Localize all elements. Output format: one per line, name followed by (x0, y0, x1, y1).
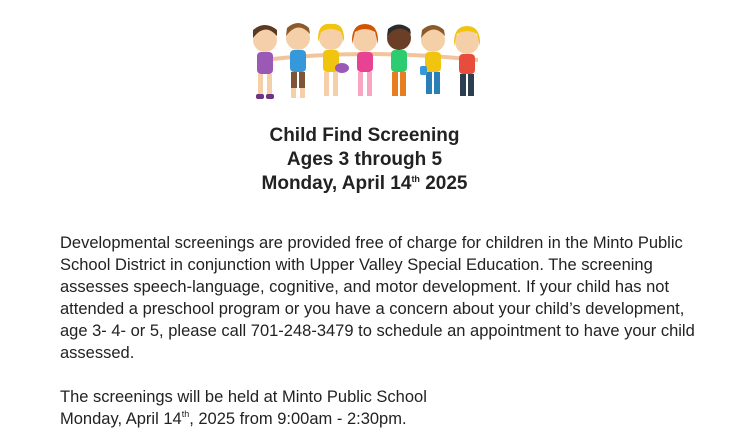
child-figure (286, 23, 310, 98)
time-day: Monday, April 14 (60, 410, 182, 428)
children-holding-hands-icon (243, 18, 493, 108)
page-title: Child Find Screening (269, 125, 460, 146)
flyer-body (60, 232, 700, 430)
flyer-heading (0, 124, 729, 196)
event-date (0, 172, 729, 196)
time-ordinal: th (181, 409, 190, 419)
child-figure (387, 25, 411, 97)
event-date-ordinal: th (411, 174, 420, 184)
location-line: The screenings will be held at Minto Public School (60, 388, 427, 406)
age-range: Ages 3 through 5 (286, 149, 443, 170)
event-date-year: 2025 (419, 173, 468, 194)
event-date-day: Monday, April 14 (261, 173, 412, 194)
child-figure (420, 25, 445, 94)
child-figure (318, 24, 349, 96)
time-rest: , 2025 from 9:00am - 2:30pm. (189, 410, 407, 428)
child-figure (352, 24, 378, 96)
time-line (60, 408, 700, 430)
description-paragraph: Developmental screenings are provided free of charge for children in the Minto Public School District in conjunction with Upper Valley Special Education. The screening assesses speech-language, cognitive, and motor development. If your child has not attended a preschool program or you have a concern about your child’s development, age 3- 4- or 5, please call 701-248-3479 to schedule an appointment to have your child assessed. (60, 234, 695, 362)
child-figure (253, 25, 277, 99)
